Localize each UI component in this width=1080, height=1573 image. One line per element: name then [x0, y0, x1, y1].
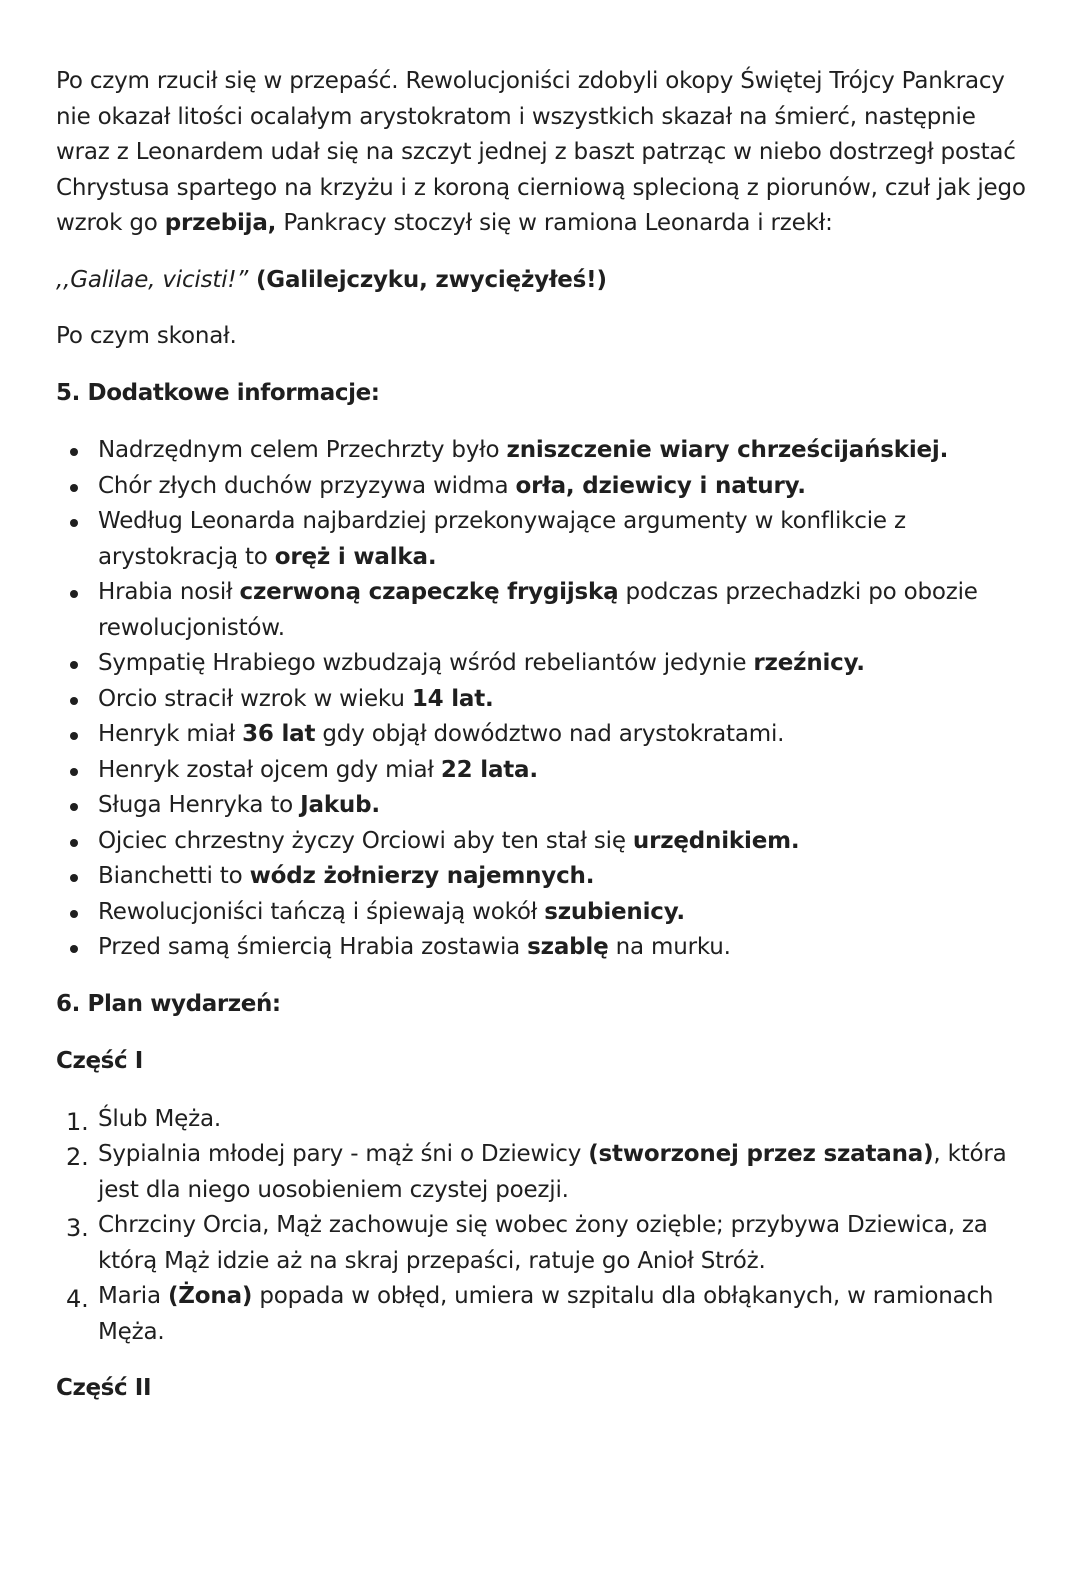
list-item: Orcio stracił wzrok w wieku 14 lat.: [56, 682, 1036, 718]
list-item: Chór złych duchów przyzywa widma orła, dziewicy i natury.: [56, 469, 1036, 505]
part-2-heading: Część II: [56, 1375, 152, 1401]
bullet-icon: [70, 697, 78, 705]
list-item: Henryk został ojcem gdy miał 22 lata.: [56, 753, 1036, 789]
bullet-icon: [70, 945, 78, 953]
bullet-icon: [70, 839, 78, 847]
bullet-icon: [70, 910, 78, 918]
info-list: [56, 433, 1036, 966]
intro-text-2: Pankracy stoczył się w ramiona Leonarda i rzekł:: [276, 210, 833, 236]
bullet-icon: [70, 732, 78, 740]
list-item: 3. Chrzciny Orcia, Mąż zachowuje się wobec żony ozięble; przybywa Dziewica, za którą Mąż idzie aż na skraj przepaści, ratuje go Anioł Stróż.: [66, 1212, 988, 1274]
list-item: Rewolucjoniści tańczą i śpiewają wokół szubienicy.: [56, 895, 1036, 931]
list-item: 1. Ślub Męża.: [56, 1102, 1036, 1138]
bullet-icon: [70, 448, 78, 456]
bullet-icon: [70, 661, 78, 669]
list-number: 3.: [66, 1214, 89, 1242]
part-1-heading: Część I: [56, 1048, 143, 1074]
list-number: 1.: [66, 1107, 89, 1136]
plan-list: [56, 1102, 1036, 1351]
list-item: 4. Maria (Żona) popada w obłęd, umiera w szpitalu dla obłąkanych, w ramionach Męża.: [66, 1283, 994, 1345]
quote-paragraph: [56, 263, 1036, 299]
bullet-icon: [70, 874, 78, 882]
list-item: 2. Sypialnia młodej pary - mąż śni o Dziewicy (stworzonej przez szatana), która jest dla niego uosobieniem czystej poezji.: [66, 1141, 1007, 1203]
list-item: Sympatię Hrabiego wzbudzają wśród rebeliantów jedynie rzeźnicy.: [56, 646, 1036, 682]
bullet-icon: [70, 519, 78, 527]
bullet-icon: [70, 484, 78, 492]
list-item: Według Leonarda najbardziej przekonywające argumenty w konflikcie z arystokracją to oręż i walka.: [56, 504, 1036, 575]
list-item: Bianchetti to wódz żołnierzy najemnych.: [56, 859, 1036, 895]
list-item: Przed samą śmiercią Hrabia zostawia szablę na murku.: [56, 930, 1036, 966]
list-item: Henryk miał 36 lat gdy objął dowództwo nad arystokratami.: [56, 717, 1036, 753]
intro-text-1: Po czym rzucił się w przepaść. Rewolucjoniści zdobyli okopy Świętej Trójcy Pankracy nie okazał litości ocalałym arystokratom i wszystkich skazał na śmierć, następnie wraz z Leonardem udał się na szczyt jednej z baszt patrząc w niebo dostrzegł postać Chrystusa spartego na krzyżu i z koroną cierniową splecioną z piorunów, czuł jak jego wzrok go: [56, 68, 1026, 236]
list-item: Hrabia nosił czerwoną czapeczkę frygijską podczas przechadzki po obozie rewolucjonistów.: [56, 575, 1036, 646]
bullet-icon: [70, 768, 78, 776]
bullet-icon: [70, 803, 78, 811]
list-item: Ojciec chrzestny życzy Orciowi aby ten stał się urzędnikiem.: [56, 824, 1036, 860]
list-number: 4.: [66, 1285, 89, 1313]
intro-bold-przebija: przebija,: [164, 210, 277, 236]
quote-latin: ,,Galilae, vicisti!”: [56, 266, 249, 293]
quote-translation: (Galilejczyku, zwyciężyłeś!): [248, 266, 607, 293]
section-5-heading: 5. Dodatkowe informacje:: [56, 379, 380, 406]
intro-paragraph: [56, 64, 1036, 242]
section-6-heading: 6. Plan wydarzeń:: [56, 990, 281, 1017]
list-item: Nadrzędnym celem Przechrzty było zniszczenie wiary chrześcijańskiej.: [56, 433, 1036, 469]
bullet-icon: [70, 590, 78, 598]
ending-paragraph: Po czym skonał.: [56, 323, 237, 349]
document-page: [56, 64, 1036, 1429]
list-number: 2.: [66, 1143, 89, 1171]
list-item: Sługa Henryka to Jakub.: [56, 788, 1036, 824]
